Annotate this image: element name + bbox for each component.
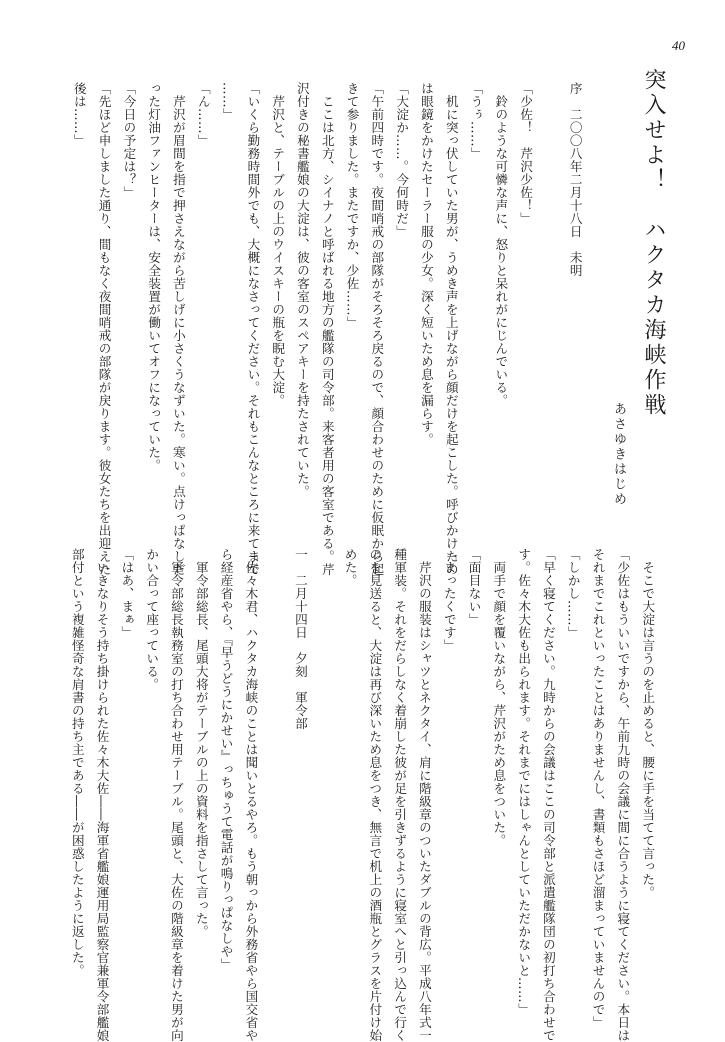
page-number: 40 xyxy=(672,38,685,53)
text-line: 机に突っ伏していた男が、うめき声を上げながら顔だけを起こした。呼びかけたの xyxy=(443,82,459,576)
text-line: かい合って座っている。 xyxy=(144,548,160,691)
text-line: きて参りました。またですか、少佐……」 xyxy=(344,82,360,329)
text-line: 序 二〇〇八年二月十八日 未明 xyxy=(567,82,583,277)
text-line: いきなりそう持ち掛けられた佐々木大佐――海軍省艦娘運用局監察官兼軍令部艦娘 xyxy=(94,548,110,1042)
text-line: 芹沢の服装はシャツとネクタイ、肩に階級章のついたダブルの背広。平成八年式一 xyxy=(416,548,432,1042)
text-line: それまでこれといったことはありませんし、書類もさほど溜まっていませんので」 xyxy=(590,548,606,1029)
text-line: 両手で顔を覆いながら、芹沢がため息をついた。 xyxy=(491,548,507,847)
text-line: ら経産省やら、『早うどうにかせい』っちゅうて電話が鳴りっぱなしや」 xyxy=(218,548,234,971)
text-line: 軍令部総長執務室の打ち合わせ用テーブル。尾頭と、大佐の階級章を着けた男が向 xyxy=(168,548,184,1042)
text-line: 「今日の予定は？」 xyxy=(121,82,137,199)
text-line: のを見送ると、大淀は再び深いため息をつき、無言で机上の酒瓶とグラスを片付け始 xyxy=(367,548,383,1042)
text-line: 軍令部総長、尾頭大将がテーブルの上の資料を指さして言った。 xyxy=(193,548,209,938)
text-line: 「まったくです」 xyxy=(441,548,457,652)
text-line: す。佐々木大佐も出られます。それまでにはしゃんとしていただかないと……」 xyxy=(516,548,532,1016)
text-line: そこで大淀は言うのを止めると、腰に手を当てて言った。 xyxy=(640,548,656,899)
text-line: 一 二月十四日 夕刻 軍令部 xyxy=(292,548,308,730)
text-line: ここは北方、シイナノと呼ばれる地方の艦隊の司令部。来客者用の客室である。芹 xyxy=(319,82,335,576)
text-line: 「しかし……」 xyxy=(565,548,581,639)
text-line: 「少佐！ 芹沢少佐！」 xyxy=(518,82,534,225)
text-line: 芹沢が眉間を指で押さえながら苦しげに小さくうなずいた。寒い。点けっぱなしだ xyxy=(170,82,186,576)
text-line: 「午前四時です。夜間哨戒の部隊がそろそろ戻るので、顔合わせのために仮眠から起 xyxy=(369,82,385,576)
text-line: 芹沢と、テーブルの上のウイスキーの瓶を睨む大淀。 xyxy=(270,82,286,407)
text-line: 「佐々木君、ハクタカ海峡のことは聞いとるやろ。もう朝っから外務省やら国交省や xyxy=(243,548,259,1042)
text-line: 「はあ、まぁ」 xyxy=(119,548,135,639)
text-line: 部付という複雑怪奇な肩書の持ち主である――が困惑したように返した。 xyxy=(69,548,85,977)
chapter-title: 突入せよ！ ハクタカ海峡作戦 xyxy=(641,68,666,418)
text-line: 後は……」 xyxy=(71,82,87,147)
text-line: 「先ほど申しました通り、間もなく夜間哨戒の部隊が戻ります。彼女たちを出迎えた xyxy=(96,82,112,576)
text-line: 種軍装。それをだらしなく着崩した彼が足を引きずるように寝室へと引っ込んで行く xyxy=(392,548,408,1042)
text-line: 「いくら勤務時間外でも、大概になさってください。それもこんなところに来てまで xyxy=(245,82,261,576)
text-line: った灯油ファンヒーターは、安全装置が働いてオフになっていた。 xyxy=(146,82,162,472)
text-line xyxy=(312,548,337,988)
text-line xyxy=(262,548,287,988)
text-line: 「うぅ……」 xyxy=(468,82,484,160)
text-line: めた。 xyxy=(342,548,358,587)
bottom-text-block xyxy=(64,548,659,1042)
text-line: 「少佐はもういいですから、午前九時の会議に間に合うように寝てください。本日は xyxy=(615,548,631,1042)
text-line: 鈴のような可憐な声に、怒りと呆れがにじんでいる。 xyxy=(493,82,509,407)
text-line: 「大淀か……。今何時だ」 xyxy=(394,82,410,238)
text-line: 「ん……」 xyxy=(195,82,211,147)
text-line: は眼鏡をかけたセーラー服の少女。深く短いため息を漏らす。 xyxy=(418,82,434,446)
text-line: ……」 xyxy=(220,82,236,121)
author-name: あさゆきはじめ xyxy=(611,402,626,507)
text-line: 沢付きの秘書艦娘の大淀は、彼の客室のスペアキーを持たされていた。 xyxy=(294,82,310,498)
text-line: 「面目ない」 xyxy=(466,548,482,626)
text-line xyxy=(537,82,562,522)
text-line: 「早く寝てください。九時からの会議はここの司令部と派遣艦隊団の初打ち合わせで xyxy=(540,548,556,1042)
